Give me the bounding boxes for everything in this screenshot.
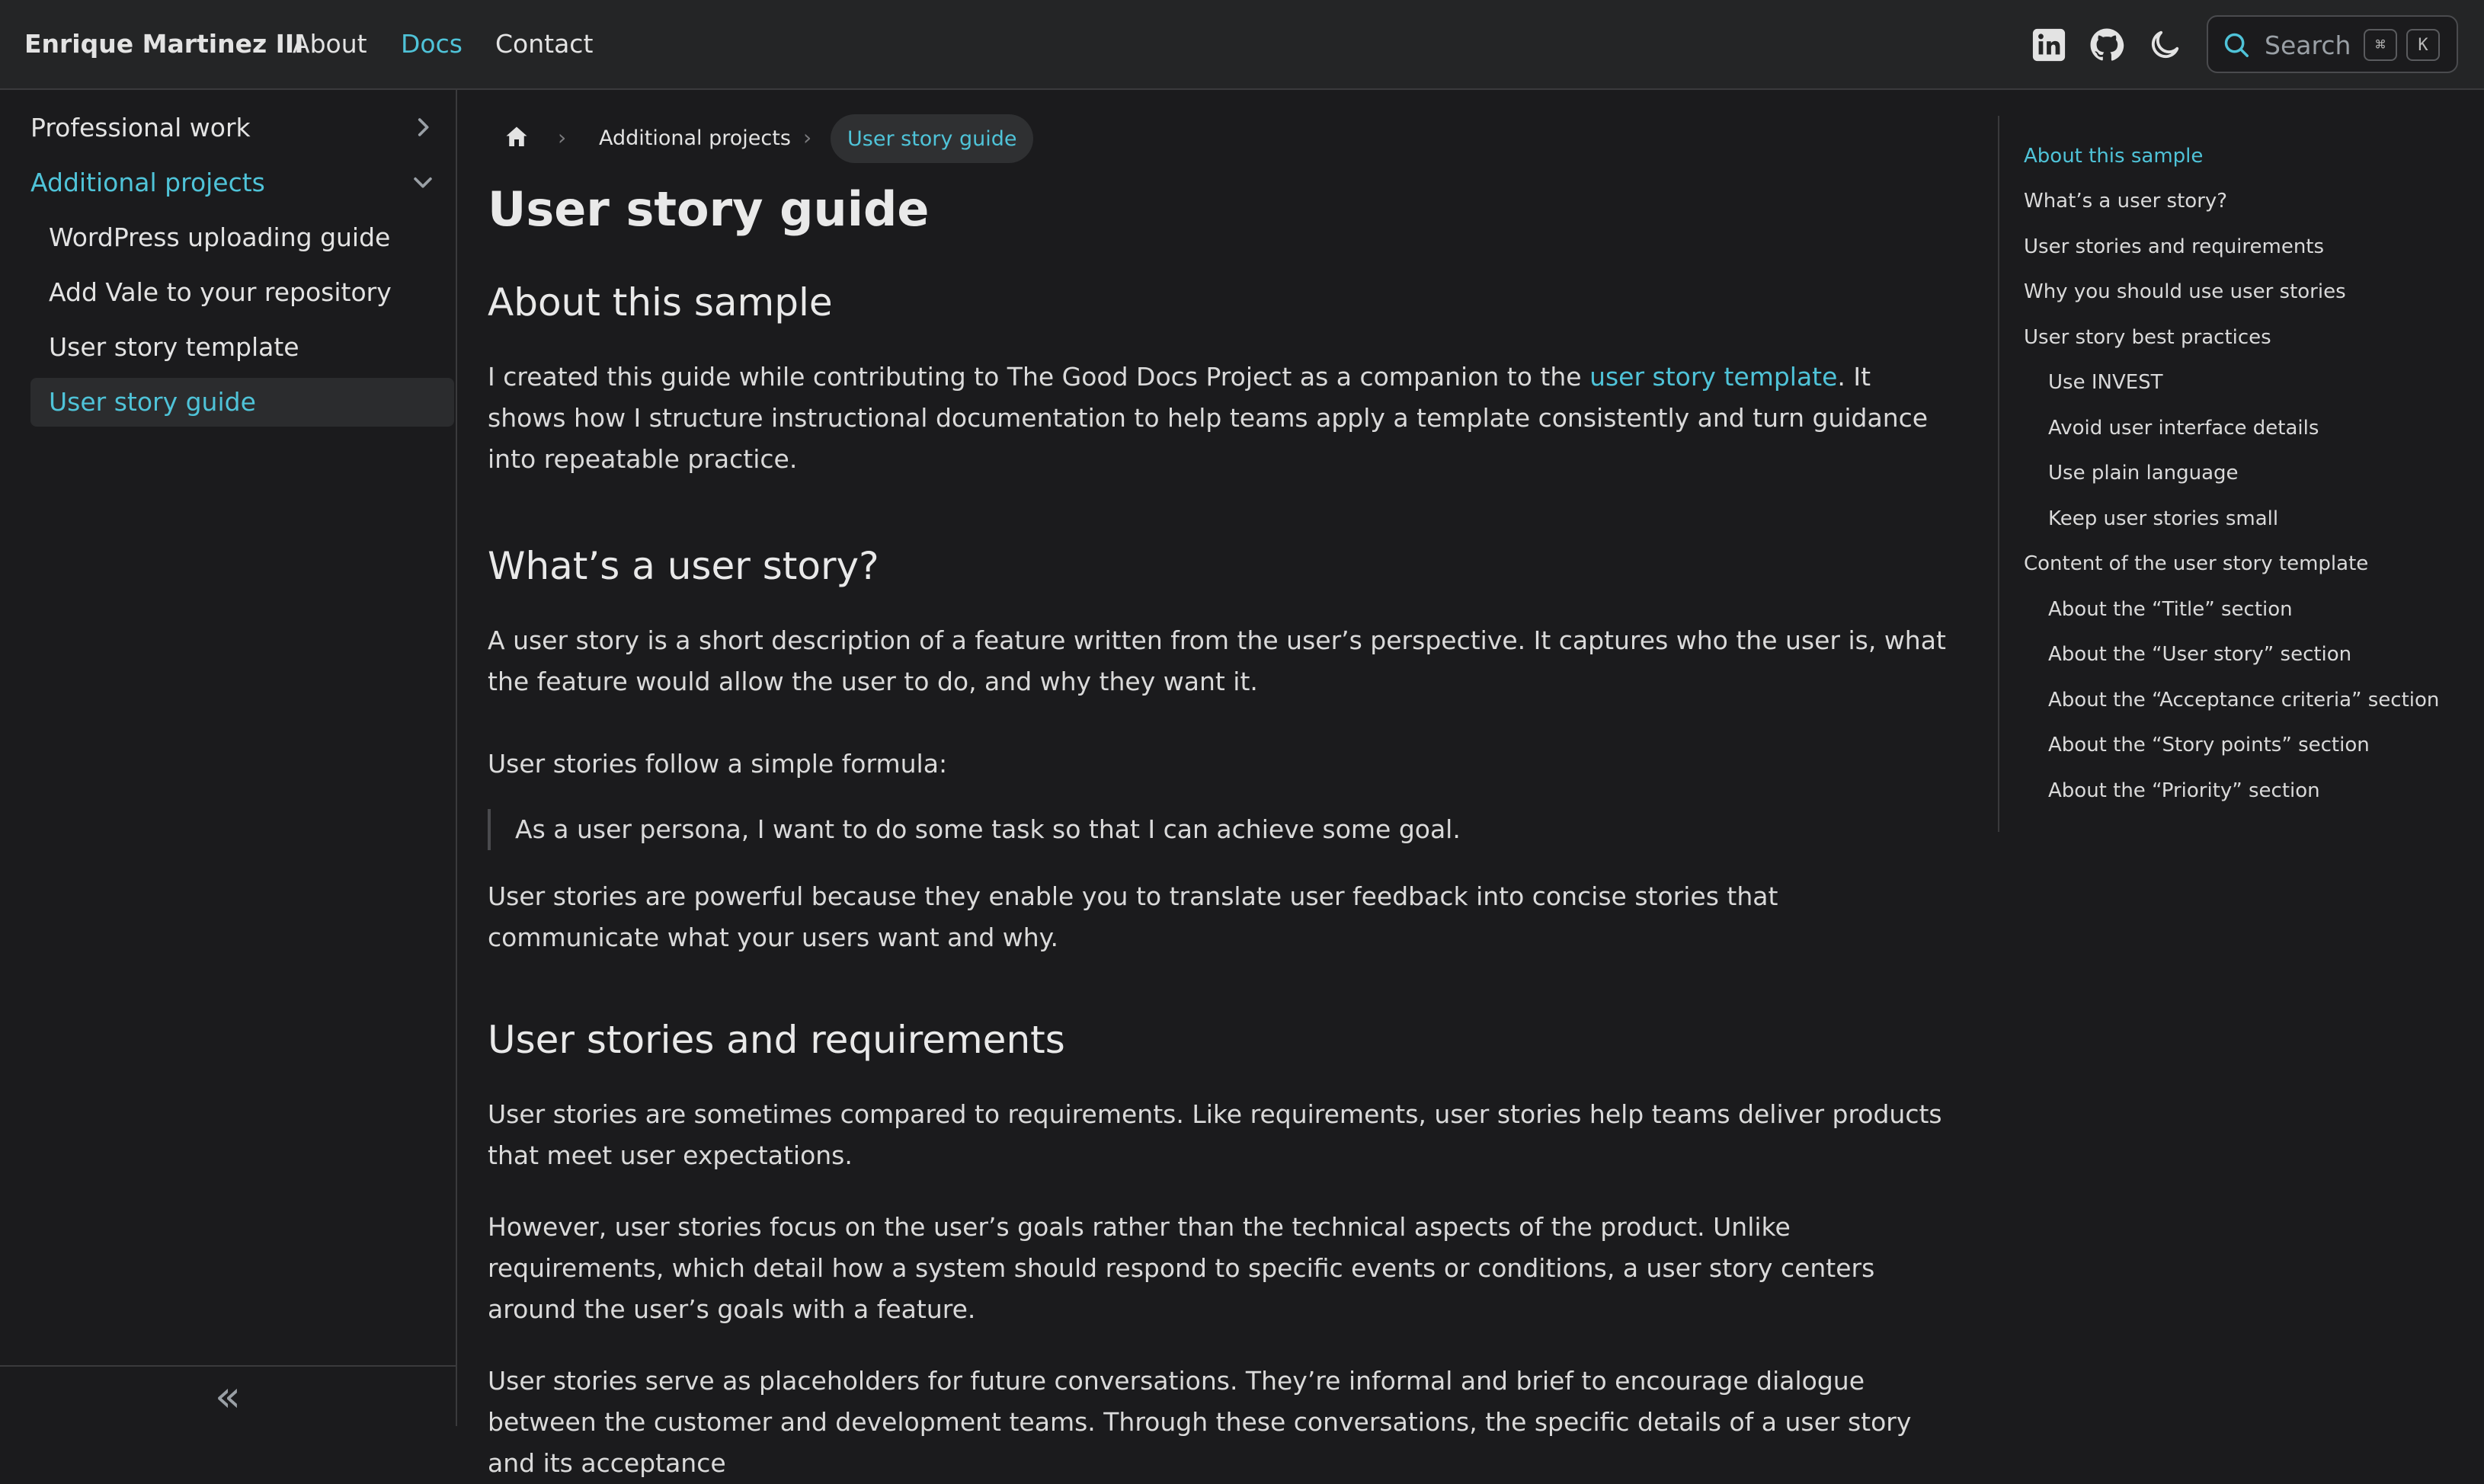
search-box[interactable]	[2207, 15, 2458, 73]
toc-item-use-invest[interactable]: Use INVEST	[2048, 371, 2163, 394]
paragraph-req-3: User stories serve as placeholders for future conversations. They’re informal and brief to encourage dialogue between the customer and development teams. Through these conversations, the specific details of a user story and its acceptance	[488, 1366, 1912, 1478]
nav-link-docs[interactable]: Docs	[401, 29, 463, 59]
docs-sidebar	[0, 90, 457, 1426]
toc-item-keep-small[interactable]: Keep user stories small	[2048, 507, 2279, 530]
collapse-sidebar-button[interactable]	[0, 1365, 456, 1426]
sidebar-category-additional-projects[interactable]: Additional projects	[30, 168, 265, 197]
top-navbar	[0, 0, 2484, 90]
sidebar-item-user-story-guide[interactable]: User story guide	[49, 387, 256, 417]
toc-item-template-content[interactable]: Content of the user story template	[2024, 552, 2369, 575]
toc-item-plain-language[interactable]: Use plain language	[2048, 462, 2239, 485]
heading-user-stories-and-requirements: User stories and requirements	[488, 1018, 1065, 1062]
paragraph-what-2: User stories follow a simple formula:	[488, 749, 948, 779]
toc-item-story-points-section[interactable]: About the “Story points” section	[2048, 734, 2370, 756]
nav-link-contact[interactable]: Contact	[495, 29, 594, 59]
heading-about-this-sample: About this sample	[488, 280, 833, 325]
shortcut-k-key: K	[2406, 29, 2440, 61]
toc-item-priority-section[interactable]: About the “Priority” section	[2048, 779, 2320, 802]
breadcrumb-separator: ›	[803, 125, 812, 150]
toc-item-best-practices[interactable]: User story best practices	[2024, 326, 2271, 349]
toc-item-whats-a-user-story[interactable]: What’s a user story?	[2024, 190, 2228, 213]
paragraph-req-1: User stories are sometimes compared to requirements. Like requirements, user stories help teams deliver products that meet user expectations.	[488, 1099, 1942, 1170]
sidebar-item-wordpress-uploading-guide[interactable]: WordPress uploading guide	[49, 222, 391, 252]
double-chevron-left-icon: «	[214, 1371, 242, 1422]
breadcrumb-separator: ›	[558, 125, 567, 150]
toc-item-acceptance-criteria-section[interactable]: About the “Acceptance criteria” section	[2048, 689, 2440, 712]
breadcrumb-additional-projects[interactable]: Additional projects	[599, 126, 791, 150]
breadcrumb-current: User story guide	[831, 114, 1033, 163]
paragraph-req-2: However, user stories focus on the user’s goals rather than the technical aspects of the product. Unlike requirements, which detail how a system should respond to specific events or conditions, a user story centers around the user’s goals with a feature.	[488, 1212, 1875, 1324]
toc-item-title-section[interactable]: About the “Title” section	[2048, 598, 2293, 621]
paragraph-what-3: User stories are powerful because they enable you to translate user feedback into concise stories that communicate what your users want and why.	[488, 881, 1778, 952]
dark-mode-icon[interactable]	[2147, 27, 2182, 62]
shortcut-mod-key: ⌘	[2364, 29, 2397, 61]
user-story-template-link[interactable]: user story template	[1589, 362, 1838, 392]
paragraph-about: I created this guide while contributing to The Good Docs Project as a companion to the user story template. It shows how I structure instructional documentation to help teams apply a template consistently and turn guidance into repeatable practice.	[488, 362, 1929, 474]
github-icon[interactable]	[2089, 27, 2124, 62]
page-title: User story guide	[488, 181, 930, 237]
linkedin-icon[interactable]	[2031, 27, 2066, 62]
heading-whats-a-user-story: What’s a user story?	[488, 544, 879, 588]
sidebar-item-add-vale[interactable]: Add Vale to your repository	[49, 277, 392, 307]
paragraph-what-1: A user story is a short description of a feature written from the user’s perspective. It captures who the user is, what the feature would allow the user to do, and why they want it.	[488, 625, 1946, 696]
chevron-right-icon[interactable]	[410, 114, 436, 140]
chevron-down-icon[interactable]	[410, 169, 436, 195]
toc-item-user-story-section[interactable]: About the “User story” section	[2048, 643, 2352, 666]
sidebar-category-professional-work[interactable]: Professional work	[30, 113, 251, 142]
search-placeholder: Search	[2265, 30, 2351, 60]
formula-blockquote: As a user persona, I want to do some task so that I can achieve some goal.	[488, 809, 1935, 850]
toc-item-user-stories-and-requirements[interactable]: User stories and requirements	[2024, 235, 2325, 258]
search-icon	[2222, 30, 2251, 59]
home-icon[interactable]	[503, 123, 530, 151]
toc-item-about-this-sample[interactable]: About this sample	[2024, 145, 2204, 168]
table-of-contents	[1998, 116, 2457, 832]
toc-item-why-use-user-stories[interactable]: Why you should use user stories	[2024, 280, 2346, 303]
nav-link-about[interactable]: About	[293, 29, 367, 59]
sidebar-item-user-story-template[interactable]: User story template	[49, 332, 299, 362]
toc-item-avoid-ui-details[interactable]: Avoid user interface details	[2048, 417, 2319, 440]
site-brand[interactable]: Enrique Martinez III	[24, 29, 304, 59]
